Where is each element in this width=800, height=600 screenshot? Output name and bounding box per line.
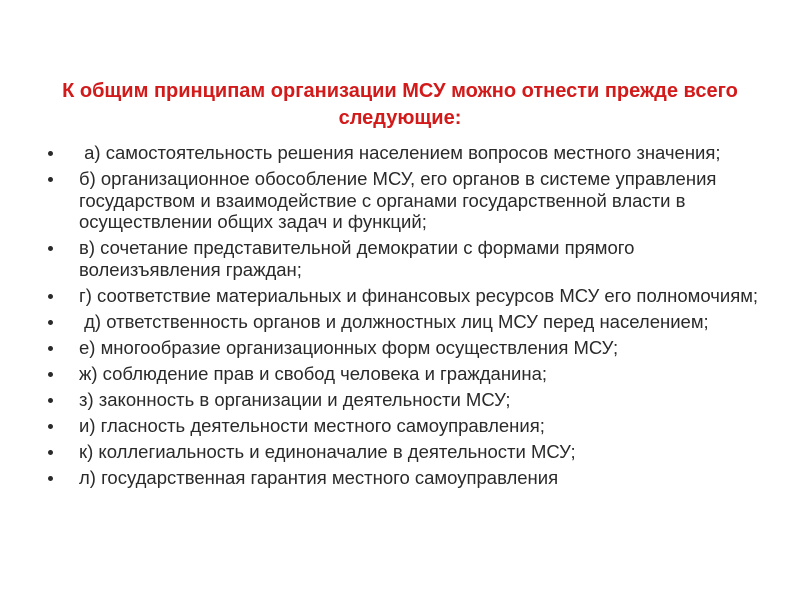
bullet-dot-icon xyxy=(48,177,53,182)
bullet-text: б) организационное обособление МСУ, его органов в системе управления государством и взаимодействие с органами государственной власти в осуществлении общих задач и функций; xyxy=(79,168,717,232)
bullet-dot-icon xyxy=(48,246,53,251)
bullet-text: и) гласность деятельности местного самоуправления; xyxy=(79,414,545,436)
bullet-dot-icon xyxy=(48,346,53,351)
list-item xyxy=(0,337,800,359)
list-item xyxy=(0,415,800,437)
bullet-list xyxy=(0,142,800,493)
bullet-dot-icon xyxy=(48,320,53,325)
bullet-dot-icon xyxy=(48,398,53,403)
slide-title: К общим принципам организации МСУ можно отнести прежде всего следующие: xyxy=(62,80,738,129)
bullet-text: е) многообразие организационных форм осуществления МСУ; xyxy=(79,336,619,358)
list-item xyxy=(0,363,800,385)
list-item xyxy=(0,311,800,333)
bullet-dot-icon xyxy=(48,294,53,299)
bullet-dot-icon xyxy=(48,476,53,481)
list-item xyxy=(0,441,800,463)
bullet-dot-icon xyxy=(48,372,53,377)
list-item xyxy=(0,467,800,489)
list-item xyxy=(0,389,800,411)
bullet-text: ж) соблюдение прав и свобод человека и гражданина; xyxy=(79,362,548,384)
bullet-text: з) законность в организации и деятельности МСУ; xyxy=(79,388,511,410)
list-item xyxy=(0,168,800,233)
bullet-text: а) самостоятельность решения населением вопросов местного значения; xyxy=(79,142,721,163)
list-item xyxy=(0,142,800,164)
bullet-text: л) государственная гарантия местного самоуправления xyxy=(79,466,559,488)
list-item xyxy=(0,285,800,307)
bullet-text: д) ответственность органов и должностных лиц МСУ перед населением; xyxy=(79,310,709,332)
bullet-dot-icon xyxy=(48,424,53,429)
bullet-text: в) сочетание представительной демократии с формами прямого волеизъявления граждан; xyxy=(79,237,635,280)
list-item xyxy=(0,237,800,280)
bullet-text: г) соответствие материальных и финансовых ресурсов МСУ его полномочиям; xyxy=(79,284,759,306)
bullet-text: к) коллегиальность и единоначалие в деятельности МСУ; xyxy=(79,440,576,462)
bullet-dot-icon xyxy=(48,450,53,455)
bullet-dot-icon xyxy=(48,151,53,156)
